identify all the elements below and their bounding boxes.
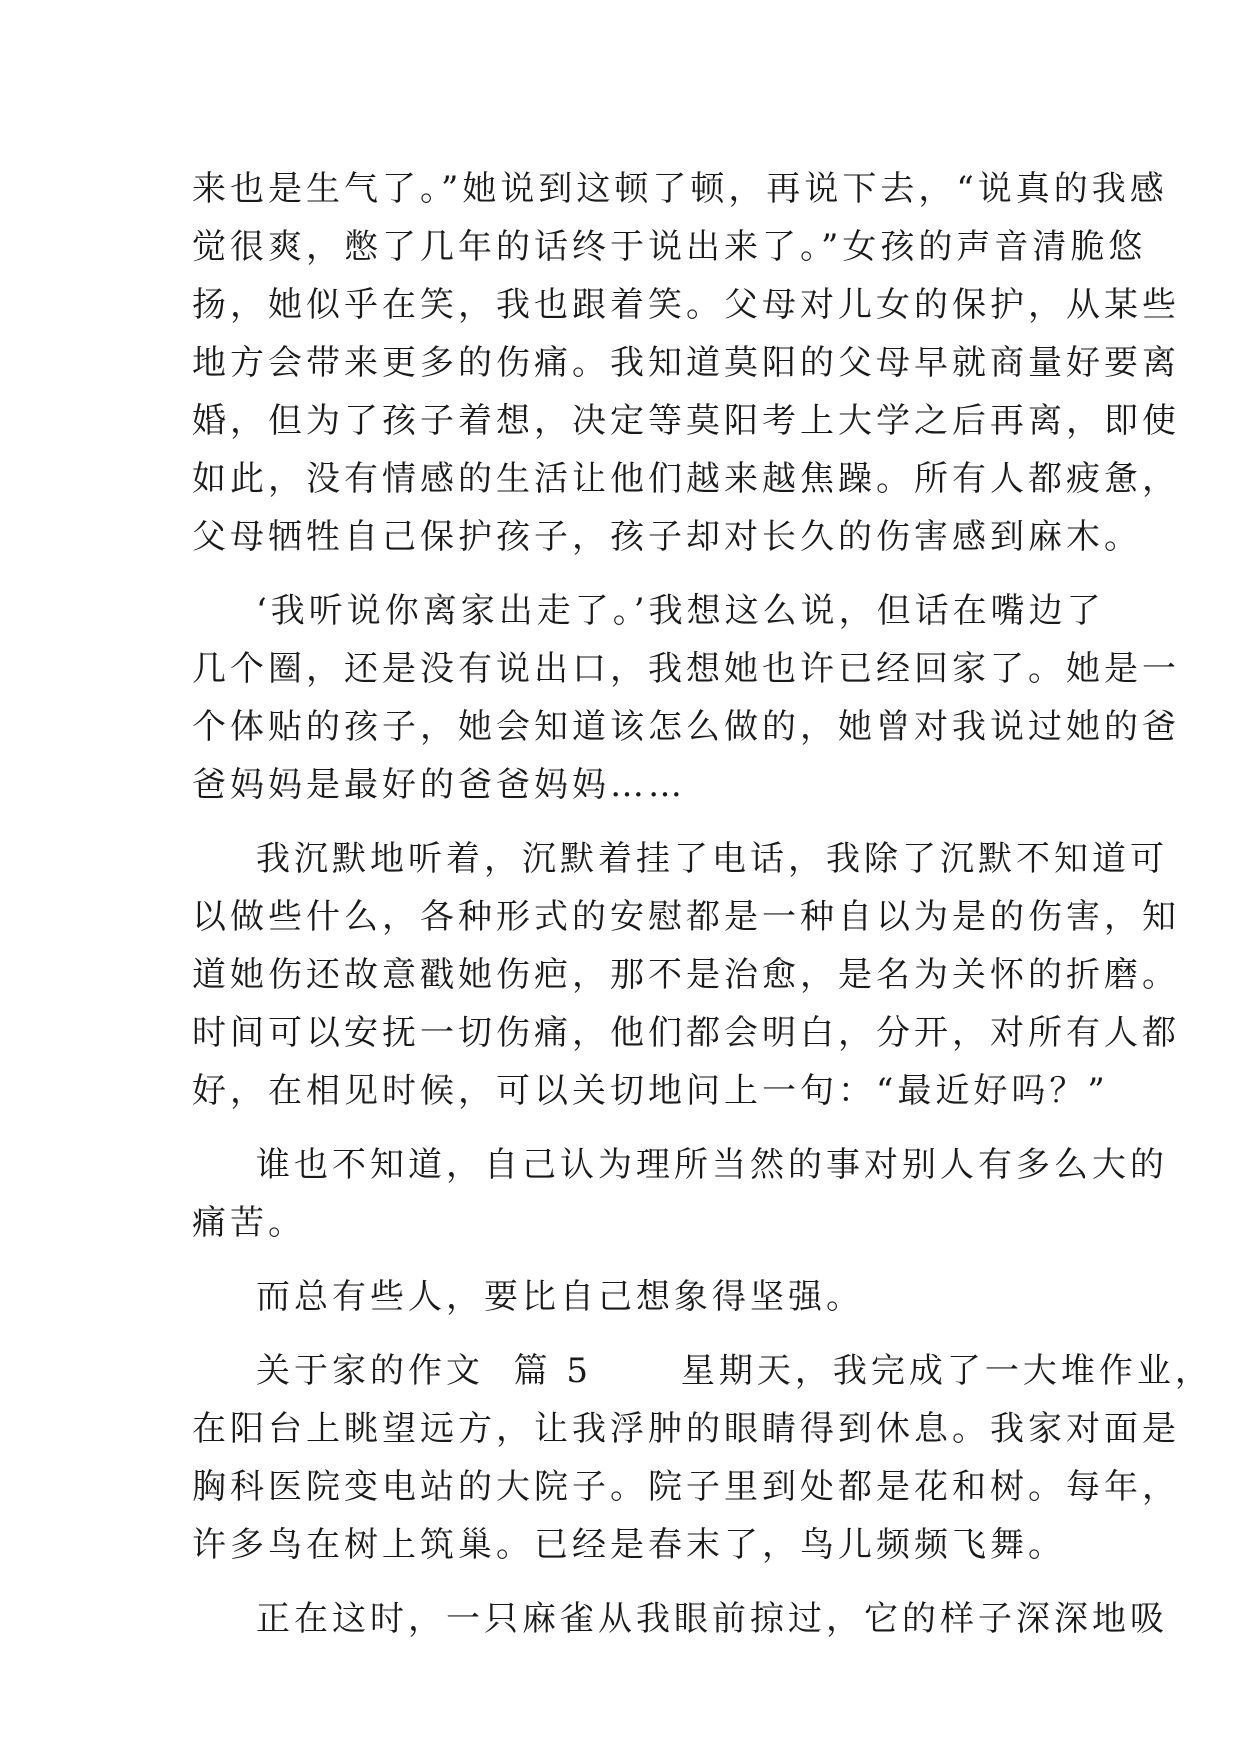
text-line: 谁也不知道，自己认为理所当然的事对别人有多么大的 bbox=[256, 1145, 1168, 1185]
text-line: 我沉默地听着，沉默着挂了电话，我除了沉默不知道可 bbox=[256, 839, 1168, 879]
text-line: 胸科医院变电站的大院子。院子里到处都是花和树。每年， bbox=[192, 1467, 1180, 1507]
text-line: 道她伤还故意戳她伤疤，那不是治愈，是名为关怀的折磨。 bbox=[192, 955, 1180, 995]
text-line: 几个圈，还是没有说出口，我想她也许已经回家了。她是一 bbox=[192, 649, 1180, 689]
text-line: 如此，没有情感的生活让他们越来越焦躁。所有人都疲惫， bbox=[192, 459, 1180, 499]
text-line: 在阳台上眺望远方，让我浮肿的眼睛得到休息。我家对面是 bbox=[192, 1409, 1180, 1449]
text-line: 好，在相见时候，可以关切地问上一句：“最近好吗？” bbox=[192, 1071, 1109, 1111]
essay-body bbox=[192, 160, 1213, 1648]
text-line: 觉很爽，憋了几年的话终于说出来了。”女孩的声音清脆悠 bbox=[192, 227, 1147, 267]
text-line: 时间可以安抚一切伤痛，他们都会明白，分开，对所有人都 bbox=[192, 1013, 1180, 1053]
text-line: 来也是生气了。”她说到这顿了顿，再说下去，“说真的我感 bbox=[192, 169, 1168, 209]
text-line: 爸妈妈是最好的爸爸妈妈…… bbox=[192, 765, 686, 805]
text-line: 痛苦。 bbox=[192, 1203, 306, 1243]
text-line: 婚，但为了孩子着想，决定等莫阳考上大学之后再离，即使 bbox=[192, 401, 1180, 441]
text-line: 个体贴的孩子，她会知道该怎么做的，她曾对我说过她的爸 bbox=[192, 707, 1180, 747]
text-line: 父母牺牲自己保护孩子，孩子却对长久的伤害感到麻木。 bbox=[192, 517, 1142, 557]
text-line: 扬，她似乎在笑，我也跟着笑。父母对儿女的保护，从某些 bbox=[192, 285, 1180, 325]
text-line: 许多鸟在树上筑巢。已经是春末了，鸟儿频频飞舞。 bbox=[192, 1525, 1066, 1565]
text-line: 地方会带来更多的伤痛。我知道莫阳的父母早就商量好要离 bbox=[192, 343, 1180, 383]
text-line: 而总有些人，要比自己想象得坚强。 bbox=[256, 1277, 864, 1317]
section-heading-line: 关于家的作文 篇 5 星期天，我完成了一大堆作业， bbox=[256, 1351, 1213, 1391]
text-line: 正在这时，一只麻雀从我眼前掠过，它的样子深深地吸 bbox=[256, 1599, 1168, 1639]
text-line: 以做些什么，各种形式的安慰都是一种自以为是的伤害，知 bbox=[192, 897, 1180, 937]
text-line: ‘我听说你离家出走了。’我想这么说，但话在嘴边了 bbox=[256, 591, 1105, 631]
